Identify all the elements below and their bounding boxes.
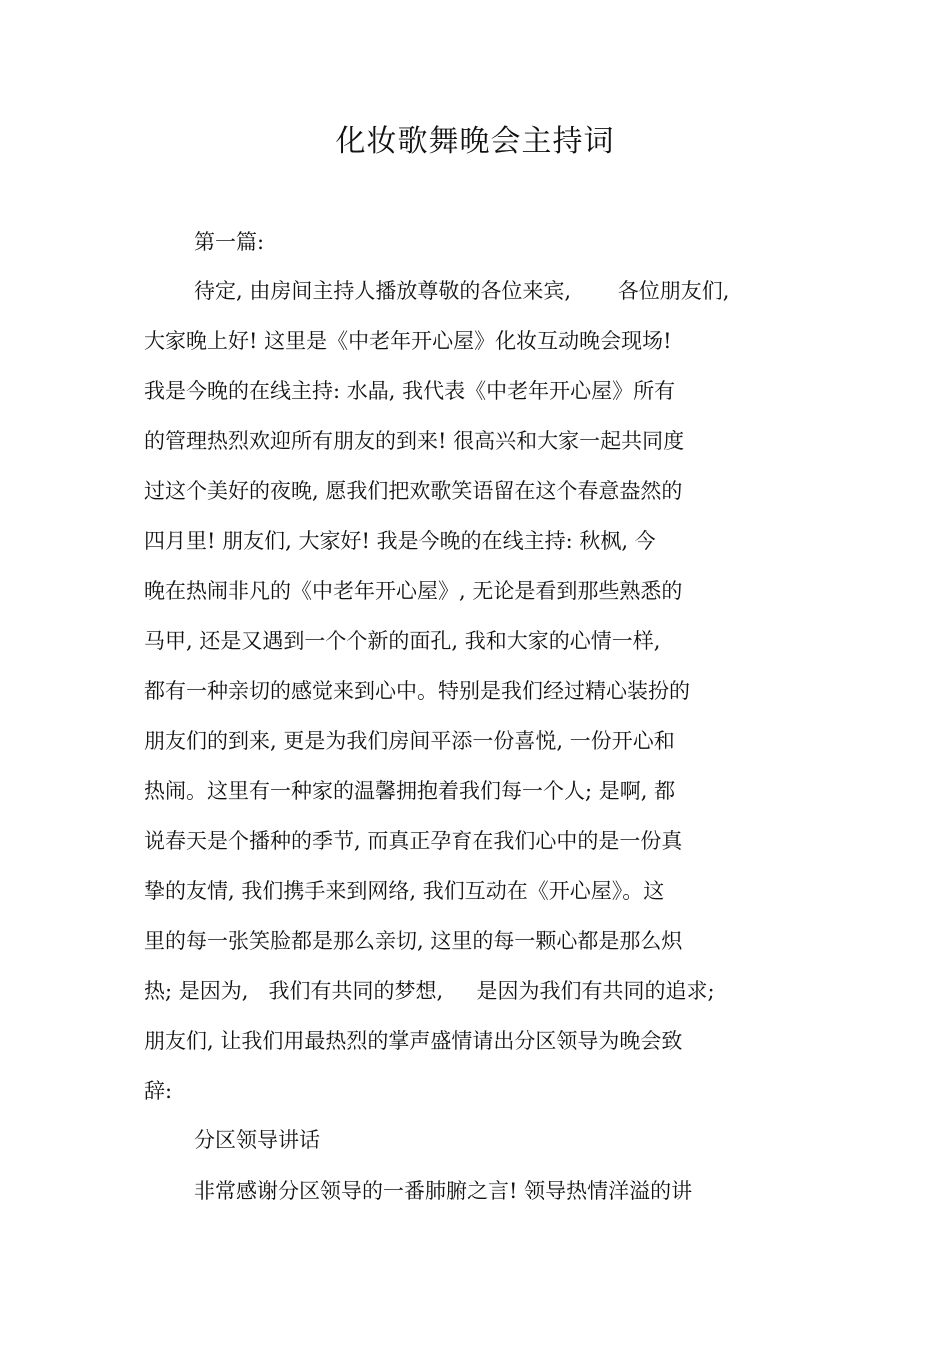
closing-line: 非常感谢分区领导的一番肺腑之言! 领导热情洋溢的讲 [194,1179,693,1203]
paragraph-line: 朋友们, 让我们用最热烈的掌声盛情请出分区领导为晚会致 [144,1029,683,1053]
paragraph-line: 辞: [144,1079,173,1103]
paragraph-line: 的管理热烈欢迎所有朋友的到来! 很高兴和大家一起共同度 [144,429,685,453]
document-title: 化妆歌舞晚会主持词 [335,124,615,159]
paragraph-line: 我是今晚的在线主持: 水晶, 我代表《中老年开心屋》所有 [144,379,676,403]
paragraph-line: 里的每一张笑脸都是那么亲切, 这里的每一颗心都是那么炽 [144,929,683,953]
paragraph-line: 都有一种亲切的感觉来到心中。特别是我们经过精心装扮的 [144,679,690,703]
paragraph-line: 大家晚上好! 这里是《中老年开心屋》化妆互动晚会现场! [144,329,672,353]
speech-label: 分区领导讲话 [194,1128,320,1152]
paragraph-line: 晚在热闹非凡的《中老年开心屋》, 无论是看到那些熟悉的 [144,579,683,603]
paragraph-line: 热; 是因为, 我们有共同的梦想, 是因为我们有共同的追求; [144,979,715,1003]
paragraph-line: 四月里! 朋友们, 大家好! 我是今晚的在线主持: 秋枫, 今 [144,529,656,553]
paragraph-line: 朋友们的到来, 更是为我们房间平添一份喜悦, 一份开心和 [144,729,675,753]
section-heading: 第一篇: [194,230,265,254]
paragraph-line: 待定, 由房间主持人播放尊敬的各位来宾, 各位朋友们, [194,279,730,303]
paragraph-line: 马甲, 还是又遇到一个个新的面孔, 我和大家的心情一样, [144,629,661,653]
paragraph-line: 过这个美好的夜晚, 愿我们把欢歌笑语留在这个春意盎然的 [144,479,683,503]
paragraph-line: 挚的友情, 我们携手来到网络, 我们互动在《开心屋》。这 [144,879,665,903]
paragraph-line: 说春天是个播种的季节, 而真正孕育在我们心中的是一份真 [144,829,683,853]
paragraph-line: 热闹。这里有一种家的温馨拥抱着我们每一个人; 是啊, 都 [144,779,676,803]
